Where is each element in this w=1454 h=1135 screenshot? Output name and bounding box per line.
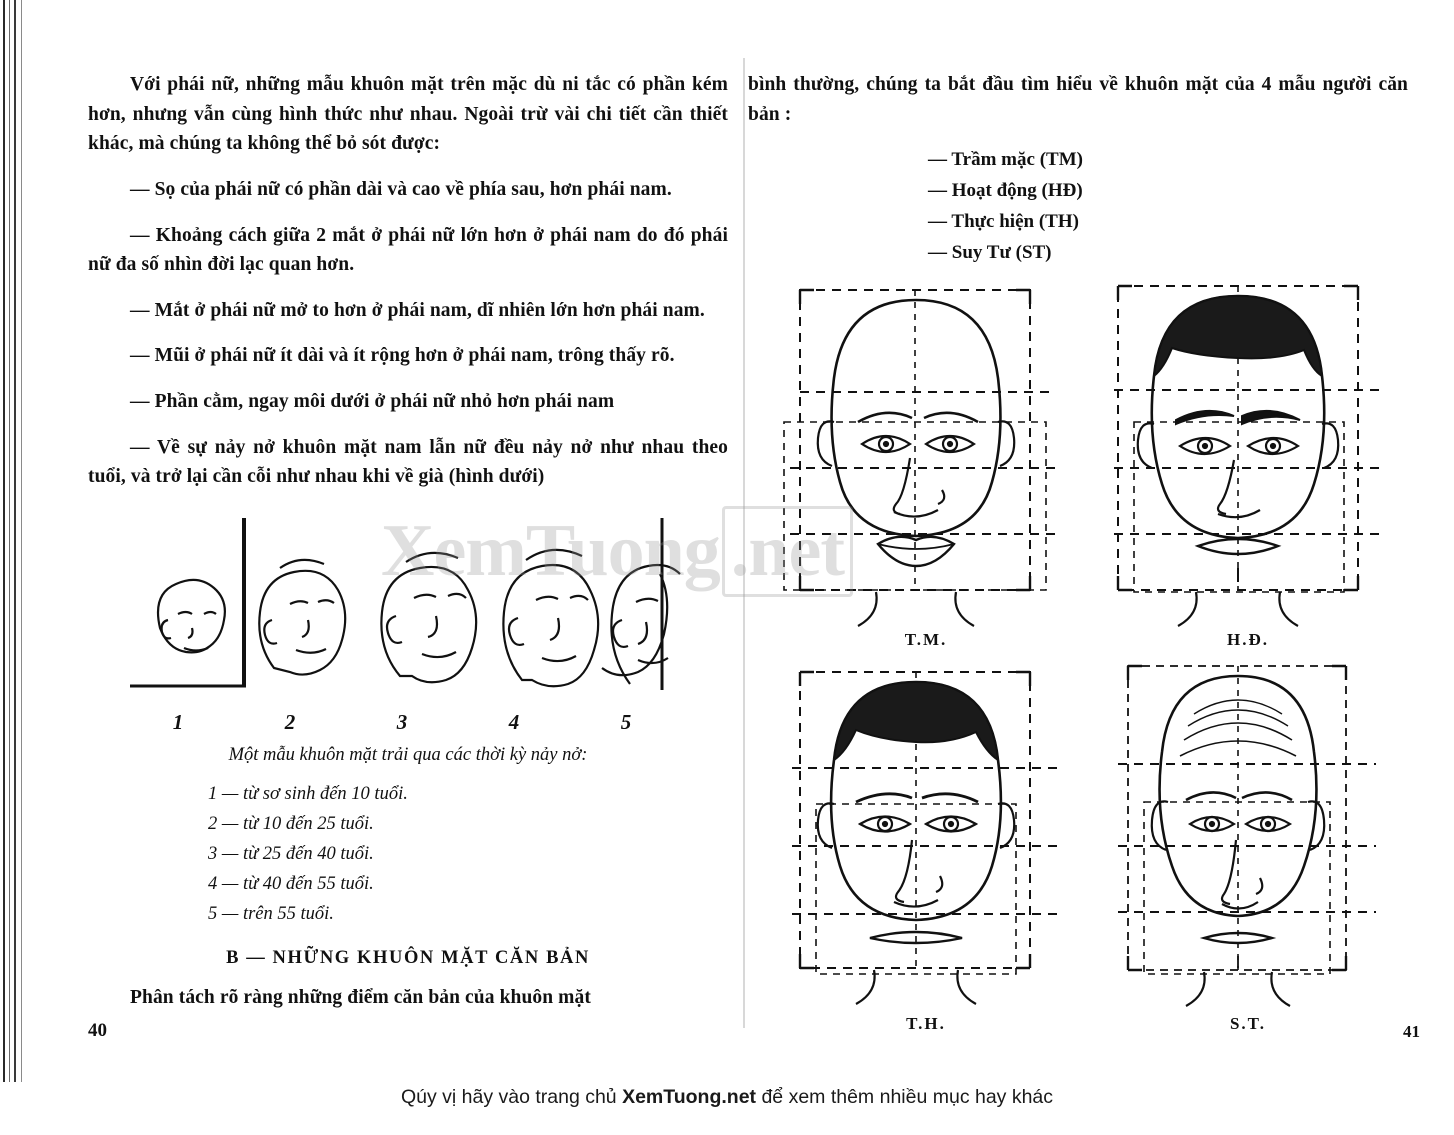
paragraph-intro: Với phái nữ, những mẫu khuôn mặt trên mặc dù ni tắc có phần kém hơn, nhưng vẫn cùng hình thức như nhau. Ngoài trừ vài chi tiết cần thiết khác, mà chúng ta không thể bỏ sót được: [88, 74, 728, 155]
age-figure-number-1: 1 [172, 709, 184, 734]
face-hd-svg [1088, 272, 1408, 644]
face-label-th: T.H. [906, 1014, 946, 1033]
age-legend-item-5: 5 — trên 55 tuổi. [208, 903, 334, 924]
age-figure-number-4: 4 [508, 709, 520, 734]
age-progression-figure [122, 508, 682, 708]
face-diagram-st [1088, 656, 1408, 1036]
head-stage-4 [503, 550, 598, 686]
age-figure-number-5: 5 [620, 709, 632, 734]
head-stage-1 [158, 580, 225, 653]
face-type-list [748, 145, 1408, 268]
age-figure-number-2: 2 [284, 709, 296, 734]
paragraph-eyes: — Mắt ở phái nữ mở to hơn ở phái nam, dĩ nhiên lớn hơn phái nam. [130, 299, 705, 321]
footer-suffix: để xem thêm nhiều mục hay khác [756, 1086, 1054, 1108]
paragraph-growth: — Về sự nảy nở khuôn mặt nam lẫn nữ đều nảy nở như nhau theo tuổi, và trở lại cần cỗi như nhau khi về già (hình dưới) [88, 436, 728, 488]
age-progression-svg [122, 508, 682, 708]
age-legend-item-4: 4 — từ 40 đến 55 tuổi. [208, 873, 374, 894]
face-diagram-hd [1088, 272, 1408, 652]
face-diagram-th [766, 656, 1086, 1036]
figure-caption: Một mẫu khuôn mặt trải qua các thời kỳ nảy nở: [228, 744, 588, 765]
face-label-tm: T.M. [904, 630, 948, 649]
face-th-svg [766, 656, 1086, 1028]
section-heading-b: B — NHỮNG KHUÔN MẶT CĂN BẢN [226, 947, 590, 968]
footer-prefix: Qúy vị hãy vào trang chủ [400, 1086, 623, 1108]
age-legend-item-1: 1 — từ sơ sinh đến 10 tuổi. [208, 783, 408, 804]
book-page-spread [26, 0, 1454, 1082]
face-st-svg [1088, 656, 1408, 1028]
paragraph-closing: Phân tách rõ ràng những điểm căn bản của khuôn mặt [130, 986, 591, 1008]
paragraph-eye-distance: — Khoảng cách giữa 2 mắt ở phái nữ lớn hơn ở phái nam do đó phái nữ đa số nhìn đời lạc quan hơn. [88, 224, 728, 276]
age-figure-number-3: 3 [396, 709, 408, 734]
paragraph-chin: — Phần cằm, ngay môi dưới ở phái nữ nhỏ hơn phái nam [130, 391, 615, 412]
page-gutter-divider [743, 58, 745, 1028]
face-label-hd: H.Đ. [1227, 630, 1269, 649]
left-page-column [88, 70, 728, 1028]
footer-promo-note [0, 1086, 1454, 1109]
face-type-hoat-dong: — Hoạt động (HĐ) [928, 180, 1083, 202]
right-page-column [748, 70, 1408, 268]
age-legend-item-2: 2 — từ 10 đến 25 tuổi. [208, 813, 374, 834]
page-number-left: 40 [88, 1020, 107, 1041]
age-legend-item-3: 3 — từ 25 đến 40 tuổi. [208, 843, 374, 864]
footer-brand: XemTuong.net [622, 1086, 757, 1108]
watermark-box-text: .net [722, 506, 853, 597]
face-tm-svg [766, 272, 1086, 644]
paragraph-right-intro: bình thường, chúng ta bắt đầu tìm hiểu về khuôn mặt của 4 mẫu người căn bản : [748, 74, 1408, 125]
face-diagram-tm [766, 272, 1086, 652]
face-label-st: S.T. [1229, 1014, 1267, 1033]
head-stage-2 [259, 560, 345, 675]
face-type-thuc-hien: — Thực hiện (TH) [928, 210, 1079, 232]
head-stage-3 [381, 553, 476, 682]
age-legend-list [88, 780, 728, 930]
page-number-right: 41 [1403, 1022, 1420, 1041]
age-figure-number-row [122, 710, 682, 735]
paragraph-nose: — Mũi ở phái nữ ít dài và ít rộng hơn ở phái nam, trông thấy rõ. [130, 345, 675, 367]
face-type-tram-mac: — Trầm mặc (TM) [928, 149, 1083, 171]
watermark-text: XemTuong [381, 510, 720, 592]
head-stage-5 [602, 565, 680, 684]
face-type-suy-tu: — Suy Tư (ST) [928, 241, 1052, 263]
paragraph-skull: — Sọ của phái nữ có phần dài và cao về phía sau, hơn phái nam. [130, 178, 672, 200]
book-binding-strip [0, 0, 26, 1082]
face-diagram-grid [766, 272, 1406, 1032]
